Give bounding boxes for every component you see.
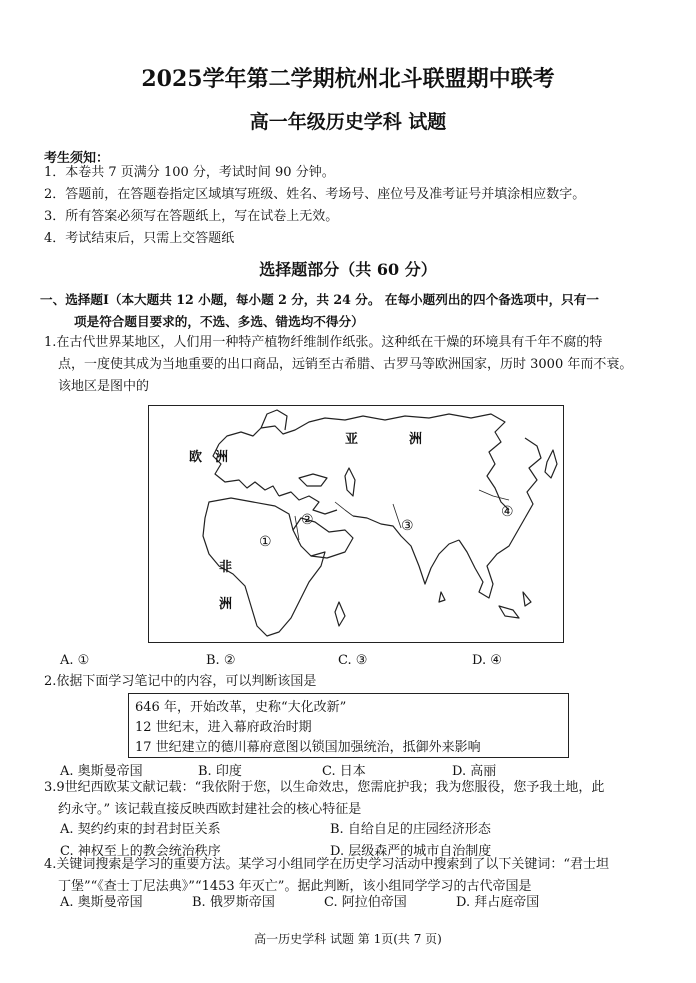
map-label-asia-2: 洲	[409, 432, 423, 447]
q1-stem-line2: 点，一度使其成为当地重要的出口商品，远销至古希腊、古罗马等欧洲国家，历时 3000 年而不衰。	[58, 357, 633, 372]
q2-note-2: 12 世纪末，进入幕府政治时期	[135, 720, 312, 735]
q2-option-c[interactable]: C. 日本	[322, 764, 366, 779]
map-marker-1: ①	[259, 534, 272, 550]
q4-stem-line2: 丁堡”“《查士丁尼法典》”“1453 年灭亡”。据此判断，该小组同学学习的古代帝国是	[58, 879, 532, 894]
q2-note-1: 646 年，开始改革，史称“大化改新”	[135, 700, 347, 715]
q4-option-d[interactable]: D. 拜占庭帝国	[456, 895, 540, 910]
part-heading-line1: 一、选择题Ⅰ（本大题共 12 小题，每小题 2 分，共 24 分。 在每小题列出的四个备选项中，只有一	[40, 292, 599, 307]
map-marker-4: ④	[501, 504, 514, 520]
q4-option-c[interactable]: C. 阿拉伯帝国	[324, 895, 407, 910]
q1-stem-line3: 该地区是图中的	[58, 379, 150, 394]
page-footer: 高一历史学科 试题 第 1页(共 7 页)	[254, 932, 442, 946]
q3-stem-line1: 3.9世纪西欧某文献记载：“我依附于您，以生命效忠，您需庇护我；我为您服役，您予我土地，此	[44, 780, 605, 795]
world-map	[148, 405, 564, 643]
section-title: 选择题部分（共 60 分）	[259, 260, 437, 279]
q1-option-d[interactable]: D. ④	[472, 653, 502, 668]
map-label-africa-2: 洲	[219, 597, 233, 612]
q2-option-a[interactable]: A. 奥斯曼帝国	[60, 764, 143, 779]
q2-stem: 2.依据下面学习笔记中的内容，可以判断该国是	[44, 674, 317, 689]
q1-option-b[interactable]: B. ②	[206, 653, 236, 668]
notice-item-2: 2．答题前，在答题卷指定区域填写班级、姓名、考场号、座位号及准考证号并填涂相应数字。	[44, 187, 586, 202]
q1-stem-line1: 1.在古代世界某地区，人们用一种特产植物纤维制作纸张。这种纸在干燥的环境具有千年不腐的特	[44, 335, 603, 350]
q4-option-a[interactable]: A. 奥斯曼帝国	[60, 895, 143, 910]
q2-study-notes	[128, 693, 569, 758]
q3-option-c[interactable]: C. 神权至上的教会统治秩序	[60, 844, 221, 859]
q3-stem-line2: 约永守。” 该记载直接反映西欧封建社会的核心特征是	[58, 802, 362, 817]
part-heading-line2: 项是符合题目要求的，不选、多选、错选均不得分）	[74, 314, 364, 329]
q4-stem-line1: 4.关键词搜索是学习的重要方法。某学习小组同学在历史学习活动中搜索到了以下关键词：“君士坦	[44, 857, 610, 872]
q3-option-a[interactable]: A. 契约约束的封君封臣关系	[60, 822, 221, 837]
map-label-asia-1: 亚	[345, 432, 359, 447]
q3-option-d[interactable]: D. 层级森严的城市自治制度	[330, 844, 492, 859]
exam-title: 2025学年第二学期杭州北斗联盟期中联考	[141, 66, 555, 92]
q3-option-b[interactable]: B. 自给自足的庄园经济形态	[330, 822, 491, 837]
notice-item-4: 4．考试结束后，只需上交答题纸	[44, 231, 235, 246]
map-label-europe: 欧 洲	[189, 450, 229, 465]
q1-option-a[interactable]: A. ①	[60, 653, 90, 668]
q2-option-b[interactable]: B. 印度	[198, 764, 242, 779]
exam-subtitle: 高一年级历史学科 试题	[249, 111, 447, 133]
map-label-africa-1: 非	[219, 560, 233, 575]
notice-heading: 考生须知：	[44, 151, 110, 166]
q2-note-3: 17 世纪建立的德川幕府意图以锁国加强统治，抵御外来影响	[135, 740, 481, 755]
map-marker-3: ③	[401, 518, 414, 534]
q4-option-b[interactable]: B. 俄罗斯帝国	[192, 895, 275, 910]
q1-option-c[interactable]: C. ③	[338, 653, 368, 668]
q2-option-d[interactable]: D. 高丽	[452, 764, 497, 779]
notice-item-1: 1．本卷共 7 页满分 100 分，考试时间 90 分钟。	[44, 165, 335, 180]
map-marker-2: ②	[301, 512, 314, 528]
notice-item-3: 3．所有答案必须写在答题纸上，写在试卷上无效。	[44, 209, 339, 224]
